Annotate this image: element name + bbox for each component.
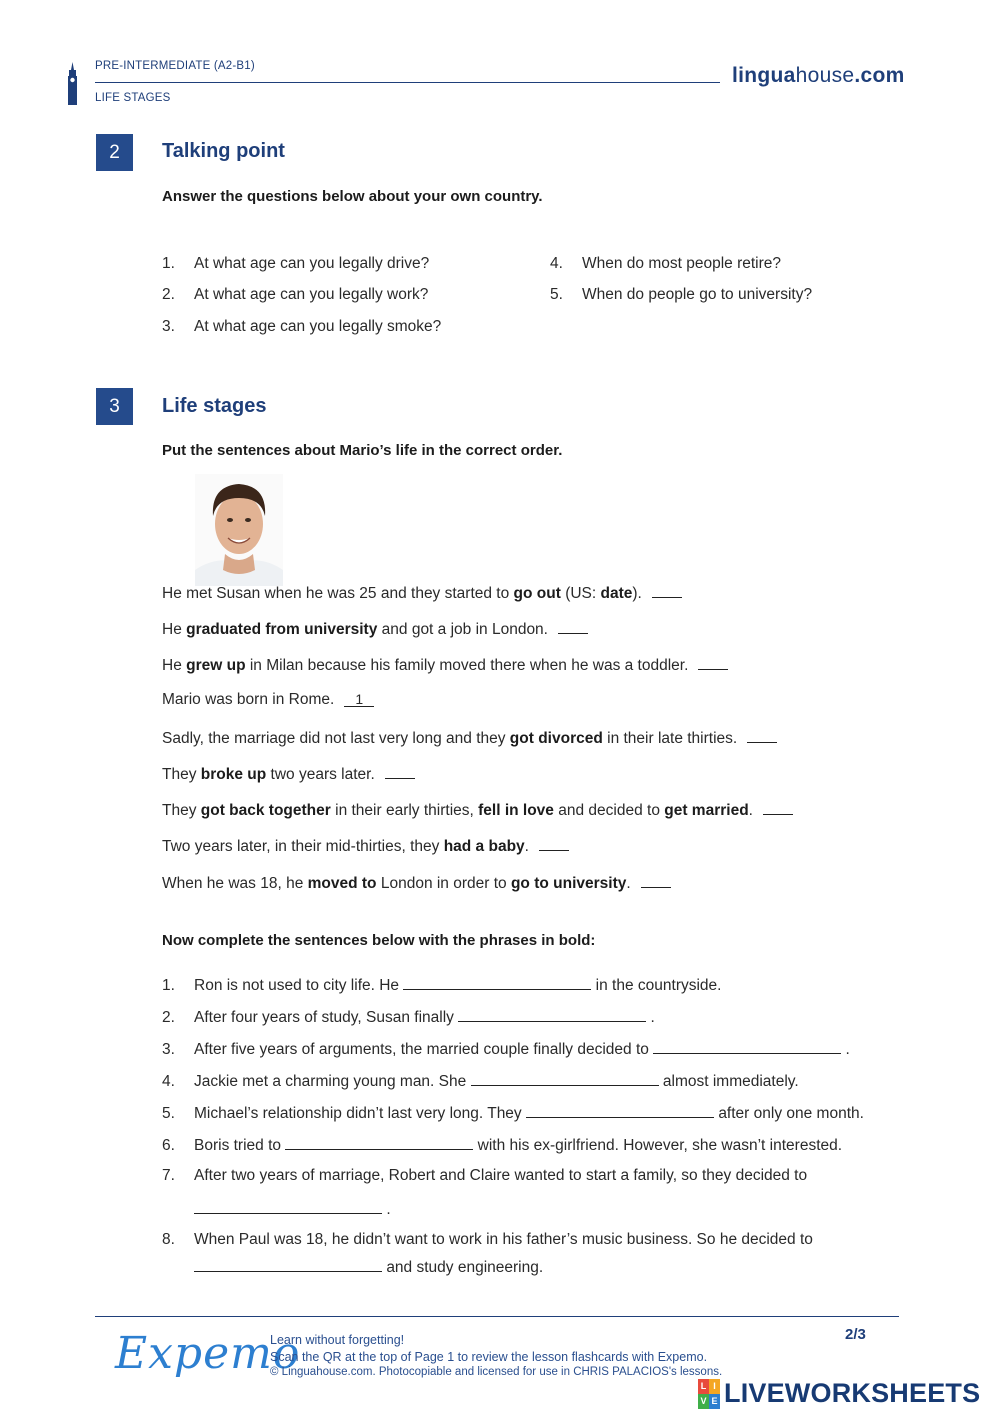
question-1: 1. At what age can you legally drive? [162,255,430,272]
expemo-logo: Expemo [115,1328,301,1379]
question-5: 5. When do people go to university? [550,286,813,303]
sentence-text: and decided to [553,802,665,819]
order-sentence-1 [162,583,682,603]
gap-sentence-7-cont: . [194,1199,391,1219]
liveworksheets-watermark [698,1378,980,1409]
footer-line-3: © Linguahouse.com. Photocopiable and licensed for use in CHRIS PALACIOS's lessons. [270,1366,723,1378]
order-answer-field[interactable] [763,800,793,815]
section-2-instruction: Answer the questions below about your own country. [162,188,543,205]
sentence-text: . [626,875,631,892]
order-answer-field[interactable] [539,836,569,851]
bold-phrase: graduated from university [186,621,378,638]
question-4: 4. When do most people retire? [550,255,782,272]
order-answer-field[interactable] [698,655,728,670]
gap-answer-field[interactable] [194,1257,382,1272]
sentence-text: in Milan because his family moved there when he was a toddler. [245,657,689,674]
sentence-text: They [162,766,201,783]
sentence-text: . [748,802,753,819]
header-divider [95,82,720,83]
gap-answer-field[interactable] [653,1039,841,1054]
order-answer-field[interactable] [641,873,671,888]
gap-answer-field[interactable] [403,975,591,990]
liveworksheets-badge-icon: L I V E [698,1379,720,1409]
sentence-text: and got a job in London. [377,621,548,638]
gap-sentence-8-cont: and study engineering. [194,1257,543,1277]
section-3-title: Life stages [162,395,267,417]
bold-phrase: got divorced [509,730,603,747]
section-2-title: Talking point [162,140,285,162]
section-3-number: 3 [96,388,133,425]
sentence-text: ). [632,585,642,602]
sentence-text: He [162,621,187,638]
section-2-number: 2 [96,134,133,171]
sentence-text: . [524,838,529,855]
bold-phrase: get married [664,802,749,819]
sentence-text: When he was 18, he [162,875,308,892]
order-sentence-5 [162,728,777,748]
order-answer-field[interactable] [385,764,415,779]
sentence-text: He met Susan when he was 25 and they started to [162,585,514,602]
footer-line-2: Scan the QR at the top of Page 1 to review the lesson flashcards with Expemo. [270,1350,708,1364]
gap-sentence-4: 4. Jackie met a charming young man. She almost immediately. [162,1073,799,1090]
liveworksheets-text: LIVEWORKSHEETS [724,1378,981,1408]
sentence-text: Sadly, the marriage did not last very long and they [162,730,510,747]
gap-sentence-8: 8. When Paul was 18, he didn’t want to work in his father’s music business. So he decided to [162,1231,813,1248]
bold-phrase: fell in love [478,802,554,819]
section-3-instruction: Put the sentences about Mario’s life in the correct order. [162,442,563,459]
sentence-text: Mario was born in Rome. [162,691,335,708]
order-sentence-7 [162,800,793,820]
footer-line-1: Learn without forgetting! [270,1333,405,1347]
bold-phrase: go out [513,585,561,602]
sentence-text: in their early thirties, [330,802,479,819]
section-3-instruction-2: Now complete the sentences below with the phrases in bold: [162,932,596,949]
order-answer-field[interactable]: 1 [344,692,374,707]
sentence-text: in their late thirties. [602,730,738,747]
gap-answer-field[interactable] [285,1135,473,1150]
question-2: 2. At what age can you legally work? [162,286,429,303]
mario-photo [195,474,283,586]
sentence-text: Two years later, in their mid-thirties, they [162,838,444,855]
order-sentence-6 [162,764,415,784]
gap-sentence-5: 5. Michael’s relationship didn’t last very long. They after only one month. [162,1105,864,1122]
bold-phrase: broke up [200,766,267,783]
linguahouse-logo: linguahouse.com [732,64,905,87]
order-sentence-8 [162,836,569,856]
bold-phrase: had a baby [443,838,525,855]
order-answer-field[interactable] [747,728,777,743]
page-number: 2/3 [845,1326,866,1343]
sentence-text: (US: [560,585,601,602]
gap-sentence-3: 3. After five years of arguments, the married couple finally decided to . [162,1041,850,1058]
big-ben-icon [65,62,80,105]
gap-answer-field[interactable] [526,1103,714,1118]
sentence-text: He [162,657,187,674]
level-label: PRE-INTERMEDIATE (A2-B1) [95,60,255,72]
order-sentence-2 [162,619,588,639]
order-sentence-9 [162,873,671,893]
gap-answer-field[interactable] [471,1071,659,1086]
order-answer-field[interactable] [558,619,588,634]
gap-sentence-1: 1. Ron is not used to city life. He in the countryside. [162,977,722,994]
gap-sentence-6: 6. Boris tried to with his ex-girlfriend. However, she wasn’t interested. [162,1137,843,1154]
topic-label: LIFE STAGES [95,92,171,104]
order-answer-field[interactable] [652,583,682,598]
bold-phrase: got back together [200,802,331,819]
bold-phrase: go to university [510,875,627,892]
order-sentence-3 [162,655,728,675]
footer-divider [95,1316,899,1317]
gap-sentence-7: 7. After two years of marriage, Robert and Claire wanted to start a family, so they decided to [162,1167,808,1184]
order-sentence-4 [162,691,374,709]
bold-phrase: grew up [186,657,246,674]
sentence-text: London in order to [376,875,511,892]
sentence-text: They [162,802,201,819]
gap-sentence-2: 2. After four years of study, Susan finally . [162,1009,655,1026]
bold-phrase: moved to [307,875,377,892]
gap-answer-field[interactable] [458,1007,646,1022]
question-3: 3. At what age can you legally smoke? [162,318,442,335]
gap-answer-field[interactable] [194,1199,382,1214]
sentence-text: two years later. [266,766,375,783]
bold-phrase: date [600,585,633,602]
